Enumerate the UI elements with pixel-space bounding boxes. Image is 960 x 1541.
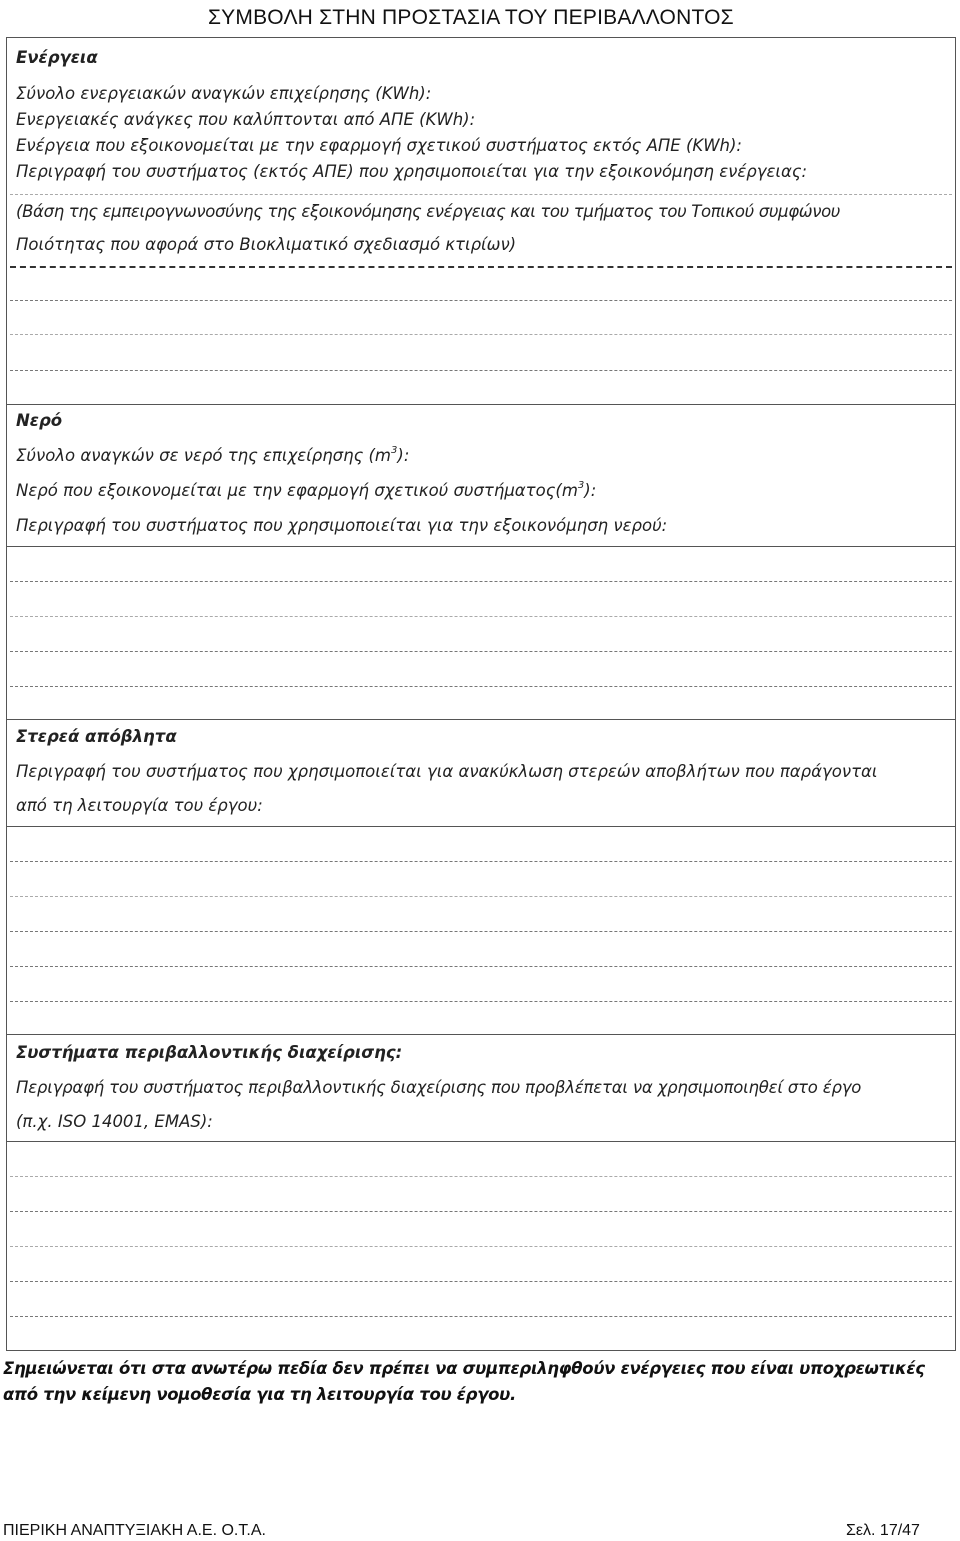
- energy-basis-line1: (Βάση της εμπειρογνωνοσύνης της εξοικονόμησης ενέργειας και του τμήματος του Τοπικού συμφώνου: [16, 202, 841, 221]
- waste-description-line1: Περιγραφή του συστήματος που χρησιμοποιείται για ανακύκλωση στερεών αποβλήτων που παράγονται: [16, 762, 878, 781]
- section-divider: [6, 404, 956, 405]
- energy-answer-line[interactable]: [10, 370, 952, 371]
- ems-description-line2: (π.χ. ISO 14001, EMAS):: [16, 1112, 213, 1131]
- ems-answer-line[interactable]: [10, 1316, 952, 1317]
- energy-answer-line[interactable]: [10, 300, 952, 301]
- water-description-label: Περιγραφή του συστήματος που χρησιμοποιείται για την εξοικονόμηση νερού:: [16, 516, 668, 535]
- disclaimer-note: [3, 1356, 958, 1408]
- disclaimer-line1: Σημειώνεται ότι στα ανωτέρω πεδία δεν πρέπει να συμπεριληφθούν ενέργειες που είναι υποχρεωτικές: [3, 1359, 925, 1378]
- ems-answer-line[interactable]: [10, 1176, 952, 1177]
- water-answer-line[interactable]: [10, 651, 952, 652]
- ems-heading: Συστήματα περιβαλλοντικής διαχείρισης:: [16, 1043, 403, 1062]
- water-saved-label: Νερό που εξοικονομείται με την εφαρμογή σχετικού $\sigma\upsilon\sigma\tau ή\mu\alpha\tau o\varsigma(m^3)$:: [16, 480, 597, 500]
- waste-answer-line[interactable]: [10, 1001, 952, 1002]
- energy-description-label: Περιγραφή του συστήματος (εκτός ΑΠΕ) που χρησιμοποιείται για την εξοικονόμηση ενέργειας:: [16, 162, 808, 181]
- water-heading: Νερό: [16, 411, 63, 430]
- waste-answer-line[interactable]: [10, 931, 952, 932]
- waste-answer-line[interactable]: [10, 861, 952, 862]
- energy-saved-label: Ενέργεια που εξοικονομείται με την εφαρμογή σχετικού συστήματος εκτός ΑΠΕ (KWh):: [16, 136, 742, 155]
- water-total-needs-label: Σύνολο αναγκών σε νερό της επιχείρησης $(m^3)$:: [16, 445, 410, 465]
- footer-organization: ΠΙΕΡΙΚΗ ΑΝΑΠΤΥΞΙΑΚΗ Α.Ε. Ο.Τ.Α.: [3, 1522, 266, 1539]
- disclaimer-line2: από την κείμενη νομοθεσία για τη λειτουργία του έργου.: [3, 1385, 516, 1404]
- energy-answer-line[interactable]: [10, 334, 952, 335]
- page-title: ΣΥΜΒΟΛΗ ΣΤΗΝ ΠΡΟΣΤΑΣΙΑ ΤΟΥ ΠΕΡΙΒΑΛΛΟΝΤΟΣ: [208, 6, 734, 29]
- waste-heading: Στερεά απόβλητα: [16, 727, 177, 746]
- waste-answer-line[interactable]: [10, 966, 952, 967]
- section-divider: [6, 826, 956, 827]
- water-answer-line[interactable]: [10, 616, 952, 617]
- ems-answer-line[interactable]: [10, 1281, 952, 1282]
- water-answer-line[interactable]: [10, 581, 952, 582]
- section-divider: [6, 1034, 956, 1035]
- energy-heading: Ενέργεια: [16, 48, 98, 67]
- section-divider: [6, 546, 956, 547]
- ems-answer-line[interactable]: [10, 1246, 952, 1247]
- ems-answer-line[interactable]: [10, 1211, 952, 1212]
- energy-basis-line2: Ποιότητας που αφορά στο Βιοκλιματικό σχεδιασμό κτιρίων): [16, 235, 517, 254]
- energy-res-needs-label: Ενεργειακές ανάγκες που καλύπτονται από ΑΠΕ (KWh):: [16, 110, 476, 129]
- waste-answer-line[interactable]: [10, 896, 952, 897]
- waste-description-line2: από τη λειτουργία του έργου:: [16, 796, 263, 815]
- energy-dash-line: [10, 194, 952, 195]
- water-answer-line[interactable]: [10, 686, 952, 687]
- energy-total-needs-label: Σύνολο ενεργειακών αναγκών επιχείρησης (KWh):: [16, 84, 432, 103]
- energy-answer-line[interactable]: [10, 266, 952, 268]
- ems-description-line1: Περιγραφή του συστήματος περιβαλλοντικής διαχείρισης που προβλέπεται να χρησιμοποιηθεί στο έργο: [16, 1078, 862, 1097]
- section-divider: [6, 719, 956, 720]
- section-divider: [6, 1141, 956, 1142]
- footer-page-number: Σελ. 17/47: [846, 1522, 920, 1539]
